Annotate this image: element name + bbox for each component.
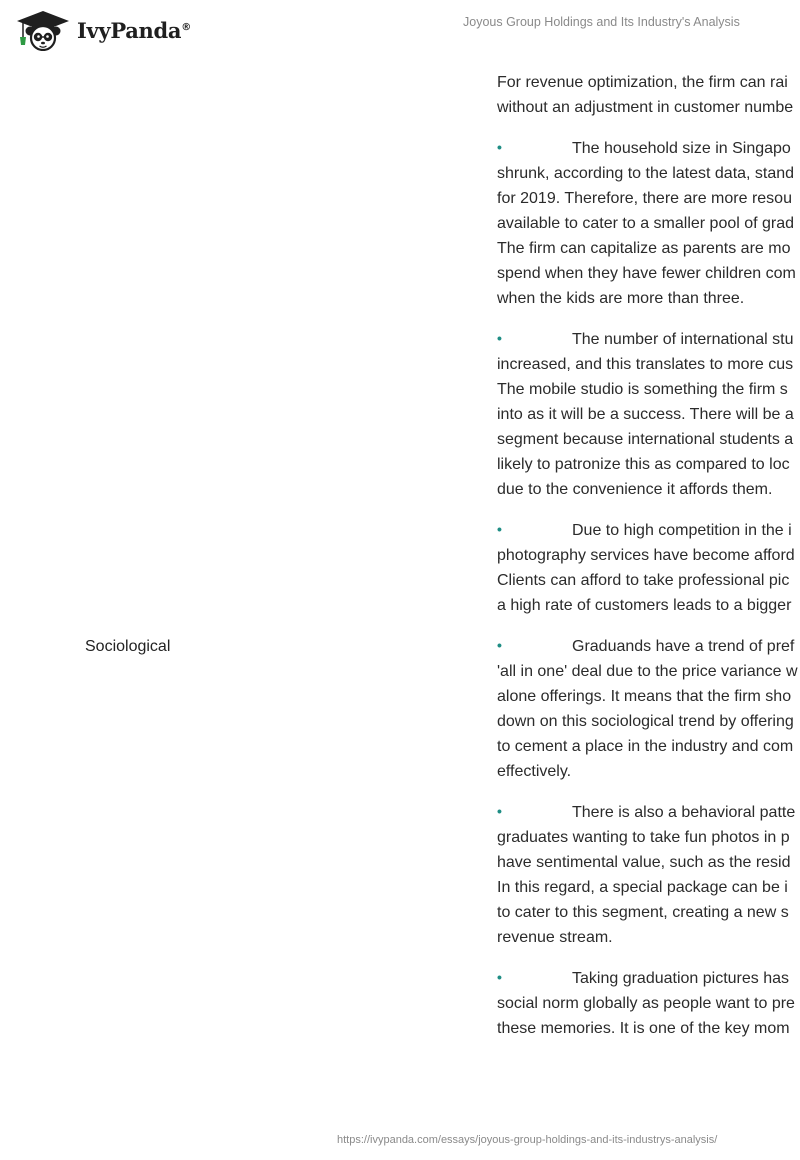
line-text: The household size in Singapo (572, 140, 791, 157)
bullet-paragraph (497, 135, 800, 311)
text-line (497, 186, 800, 211)
row-label-sociological: Sociological (85, 638, 171, 655)
line-text: shrunk, according to the latest data, stand (497, 165, 795, 182)
line-text: these memories. It is one of the key mom (497, 1020, 790, 1037)
line-text: to cement a place in the industry and com (497, 738, 794, 755)
line-text: due to the convenience it affords them. (497, 481, 773, 498)
registered-mark: ® (181, 21, 191, 33)
line-text: In this regard, a special package can be i (497, 879, 788, 896)
line-text: when the kids are more than three. (497, 290, 745, 307)
line-text: to cater to this segment, creating a new s (497, 904, 789, 921)
line-text: without an adjustment in customer numbe (497, 99, 794, 116)
bullet-icon: • (497, 637, 502, 653)
line-text: available to cater to a smaller pool of grad (497, 215, 795, 232)
line-text: Due to high competition in the i (572, 522, 792, 539)
line-text: likely to patronize this as compared to loc (497, 456, 790, 473)
bullet-paragraph (497, 799, 800, 950)
bullet-icon: • (497, 330, 502, 346)
analysis-content (497, 70, 800, 1056)
text-line (497, 900, 800, 925)
line-text: segment because international students a (497, 431, 794, 448)
line-text: For revenue optimization, the firm can rai (497, 74, 788, 91)
bullet-paragraph (497, 633, 800, 784)
text-line (497, 517, 800, 543)
line-text: Graduands have a trend of pref (572, 638, 795, 655)
line-text: have sentimental value, such as the resid (497, 854, 791, 871)
line-text: spend when they have fewer children com (497, 265, 796, 282)
text-line (497, 659, 800, 684)
text-line (497, 326, 800, 352)
bullet-icon: • (497, 139, 502, 155)
line-text: There is also a behavioral patte (572, 804, 796, 821)
line-text: revenue stream. (497, 929, 613, 946)
text-line (497, 236, 800, 261)
line-text: 'all in one' deal due to the price variance w (497, 663, 798, 680)
text-line (497, 684, 800, 709)
brand-name: IvyPanda® (77, 17, 191, 43)
document-title: Joyous Group Holdings and Its Industry's Analysis (463, 15, 740, 29)
text-line (497, 286, 800, 311)
text-line (497, 402, 800, 427)
line-text: for 2019. Therefore, there are more resou (497, 190, 792, 207)
text-line (497, 427, 800, 452)
paragraph (497, 70, 800, 120)
text-line (497, 377, 800, 402)
text-line (497, 95, 800, 120)
bullet-paragraph (497, 965, 800, 1041)
line-text: increased, and this translates to more cus (497, 356, 794, 373)
text-line (497, 709, 800, 734)
bullet-icon: • (497, 969, 502, 985)
line-text: down on this sociological trend by offering (497, 713, 794, 730)
text-line (497, 850, 800, 875)
text-line (497, 70, 800, 95)
line-text: Clients can afford to take professional pic (497, 572, 790, 589)
text-line (497, 135, 800, 161)
text-line (497, 633, 800, 659)
line-text: into as it will be a success. There will be a (497, 406, 794, 423)
text-line (497, 352, 800, 377)
text-line (497, 161, 800, 186)
ivypanda-logo[interactable] (14, 9, 191, 51)
bullet-paragraph (497, 326, 800, 502)
text-line (497, 734, 800, 759)
text-line (497, 543, 800, 568)
text-line (497, 1016, 800, 1041)
text-line (497, 925, 800, 950)
text-line (497, 568, 800, 593)
bullet-icon: • (497, 803, 502, 819)
text-line (497, 759, 800, 784)
text-line (497, 211, 800, 236)
line-text: social norm globally as people want to pre (497, 995, 795, 1012)
line-text: graduates wanting to take fun photos in p (497, 829, 790, 846)
panda-graduate-icon (14, 9, 72, 51)
line-text: alone offerings. It means that the firm sho (497, 688, 792, 705)
line-text: effectively. (497, 763, 572, 780)
text-line (497, 799, 800, 825)
text-line (497, 477, 800, 502)
text-line (497, 452, 800, 477)
line-text: a high rate of customers leads to a bigger (497, 597, 792, 614)
text-line (497, 991, 800, 1016)
line-text: The number of international stu (572, 331, 794, 348)
line-text: photography services have become afford (497, 547, 795, 564)
line-text: Taking graduation pictures has (572, 970, 790, 987)
text-line (497, 875, 800, 900)
text-line (497, 965, 800, 991)
line-text: The firm can capitalize as parents are mo (497, 240, 791, 257)
footer-url[interactable]: https://ivypanda.com/essays/joyous-group-holdings-and-its-industrys-analysis/ (337, 1134, 718, 1146)
text-line (497, 261, 800, 286)
line-text: The mobile studio is something the firm s (497, 381, 788, 398)
text-line (497, 825, 800, 850)
text-line (497, 593, 800, 618)
bullet-icon: • (497, 521, 502, 537)
bullet-paragraph (497, 517, 800, 618)
